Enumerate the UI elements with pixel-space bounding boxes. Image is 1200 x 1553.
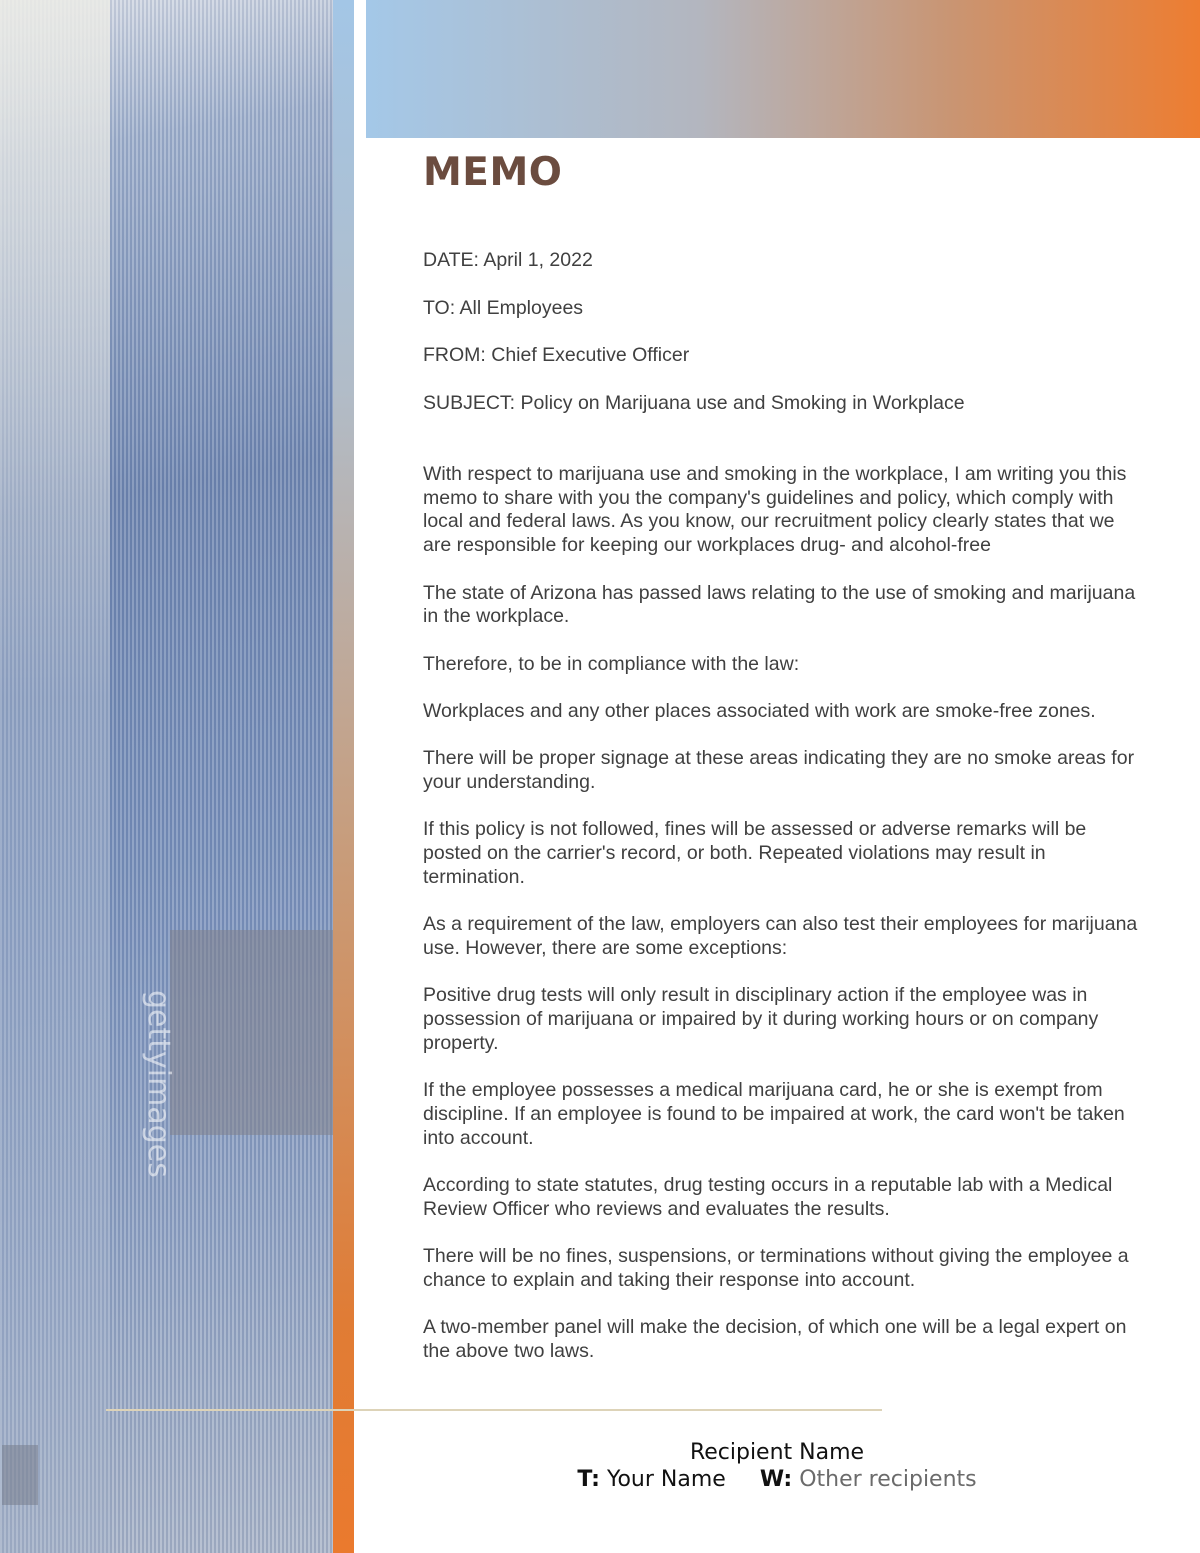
watermark-logo: gettyimages	[141, 990, 176, 1178]
body-paragraph: Positive drug tests will only result in disciplinary action if the employee was in possession of marijuana or impaired by it during working hours or on company property.	[423, 984, 1099, 1054]
body-paragraph: There will be no fines, suspensions, or terminations without giving the employee a chance to explain and taking their response into account.	[423, 1245, 1129, 1291]
to-key: T:	[577, 1467, 600, 1492]
date-line: DATE: April 1, 2022	[423, 249, 593, 271]
footer-divider	[106, 1409, 882, 1411]
body-paragraph: Workplaces and any other places associated with work are smoke-free zones.	[423, 699, 1096, 722]
body-paragraph: A two-member panel will make the decision, of which one will be a legal expert on the above two laws.	[423, 1316, 1127, 1362]
stock-watermark	[141, 930, 333, 1178]
memo-body	[423, 463, 1143, 1387]
body-paragraph: If the employee possesses a medical marijuana card, he or she is exempt from discipline. If an employee is found to be impaired at work, the card won't be taken into account.	[423, 1079, 1125, 1149]
to-line: TO: All Employees	[423, 297, 584, 319]
accent-side-bar	[333, 0, 354, 1553]
recipient-name: Recipient Name	[689, 1440, 865, 1465]
photo-road-highlight	[0, 0, 110, 1553]
page-title: MEMO	[423, 150, 563, 195]
body-paragraph: The state of Arizona has passed laws relating to the use of smoking and marijuana in the workplace.	[423, 581, 1136, 628]
accent-top-band	[366, 0, 1200, 138]
cc-key: W:	[759, 1467, 793, 1492]
body-paragraph: As a requirement of the law, employers can also test their employees for marijuana use. However, there are some exceptions:	[423, 913, 1138, 959]
routing-line	[560, 1467, 994, 1492]
body-paragraph: There will be proper signage at these areas indicating they are no smoke areas for your understanding.	[423, 747, 1135, 794]
to-value: Your Name	[606, 1467, 726, 1492]
from-line: FROM: Chief Executive Officer	[423, 344, 690, 366]
body-paragraph: With respect to marijuana use and smoking in the workplace, I am writing you this memo to share with you the company's guidelines and policy, which comply with local and federal laws. As you know, our recruitment policy clearly states that we are responsible for keeping our workplaces drug- and alcohol-free	[423, 463, 1127, 557]
cover-photo	[0, 0, 333, 1553]
subject-line: SUBJECT: Policy on Marijuana use and Smoking in Workplace	[423, 392, 965, 414]
body-paragraph: If this policy is not followed, fines will be assessed or adverse remarks will be posted on the carrier's record, or both. Repeated violations may result in termination.	[423, 818, 1087, 888]
cc-value: Other recipients	[799, 1467, 977, 1492]
body-paragraph: Therefore, to be in compliance with the law:	[423, 652, 800, 675]
photo-credit-badge	[2, 1445, 38, 1505]
body-paragraph: According to state statutes, drug testing occurs in a reputable lab with a Medical Review Officer who reviews and evaluates the results.	[423, 1173, 1113, 1220]
